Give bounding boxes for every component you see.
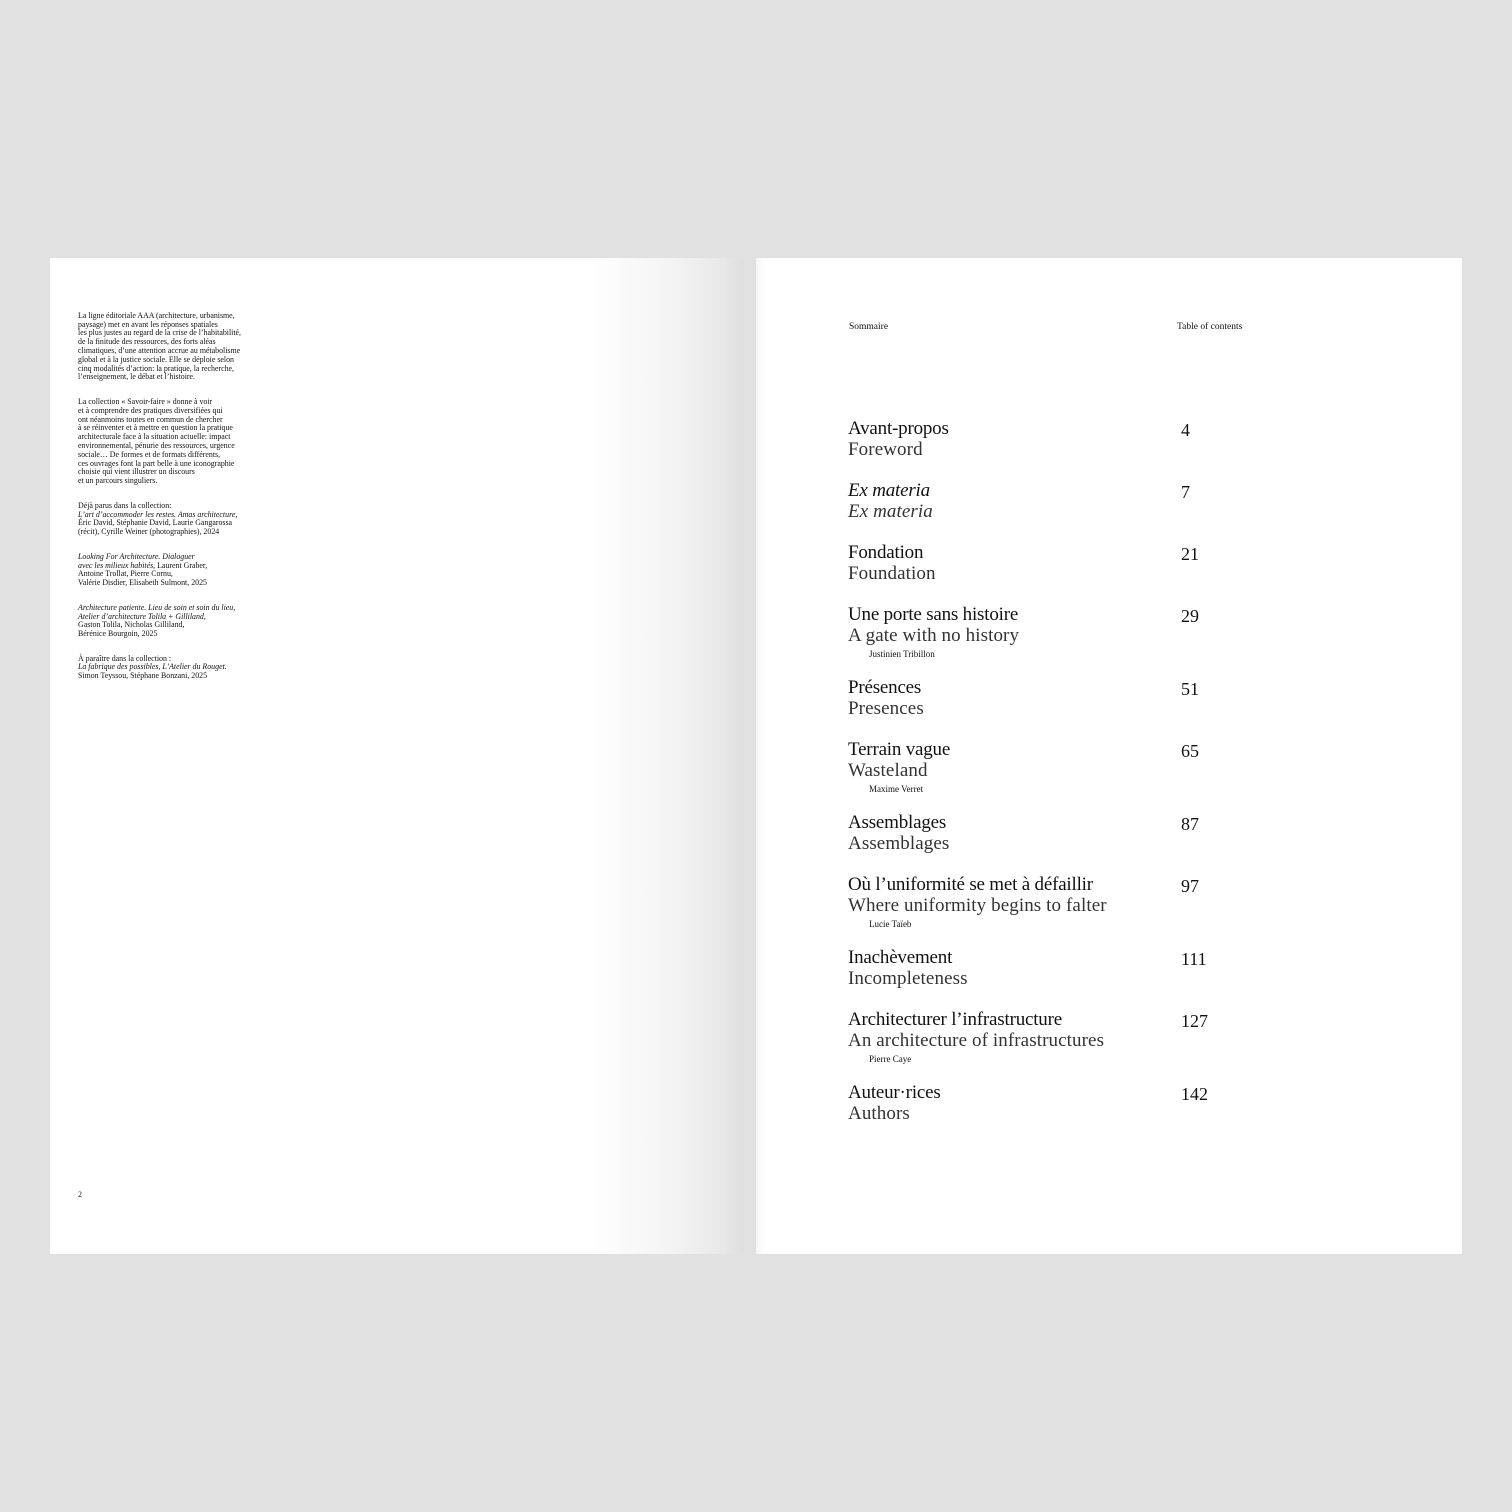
toc-title-fr: Assemblages	[848, 812, 947, 833]
toc-title-fr: Une porte sans histoire	[848, 604, 1019, 625]
toc-page-number: 29	[1181, 606, 1199, 626]
published-block	[78, 502, 288, 537]
toc-entry[interactable]	[848, 812, 1368, 854]
forthcoming-block	[78, 655, 288, 681]
toc-title-fr: Terrain vague	[848, 739, 951, 760]
toc-page-number: 51	[1181, 679, 1199, 699]
book-credits: Simon Teyssou, Stéphane Bonzani, 2025	[78, 671, 208, 681]
toc-title-en: Incompleteness	[848, 968, 968, 989]
toc-page-number: 127	[1181, 1011, 1208, 1031]
left-page	[50, 258, 744, 1254]
toc-page-number: 97	[1181, 876, 1199, 896]
toc-page-number: 111	[1181, 949, 1207, 969]
toc-entry[interactable]	[848, 947, 1368, 989]
toc-title-en: Presences	[848, 698, 924, 719]
toc-title-fr: Fondation	[848, 542, 924, 563]
toc-author: Maxime Verret	[869, 784, 924, 794]
toc-author: Justinien Tribillon	[869, 649, 935, 659]
toc-page-number: 87	[1181, 814, 1199, 834]
book-title: L’art d’accommoder les restes. Amas architecture,	[78, 509, 238, 519]
toc-title-en: Ex materia	[848, 501, 933, 522]
toc-title-fr: Auteur·rices	[848, 1082, 941, 1103]
toc-title-fr: Présences	[848, 677, 922, 698]
published-intro: Déjà parus dans la collection:	[78, 500, 172, 510]
forthcoming-intro: À paraître dans la collection :	[78, 653, 172, 663]
colophon-paragraph: La collection « Savoir-faire » donne à voir et à comprendre des pratiques diversifiées qui ont néanmoins toutes en commun de chercher à se réinventer et à mettre en question la pratique architecturale face à la situation actuelle: impact environnemental, pénurie des ressources, urgence sociale… De formes et de formats différents, ces ouvrages font la part belle à une iconographie choisie qui vient illustrer un discours et un parcours singuliers.	[78, 396, 235, 486]
toc-title-en: Assemblages	[848, 833, 950, 854]
toc-entry[interactable]	[848, 604, 1368, 660]
toc-entry[interactable]	[848, 1082, 1368, 1124]
toc-entry[interactable]	[848, 874, 1368, 930]
toc-author: Lucie Taïeb	[869, 919, 912, 929]
right-page	[756, 258, 1462, 1254]
toc-entry[interactable]	[848, 542, 1368, 584]
toc-header-en: Table of contents	[1177, 322, 1243, 332]
toc-title-en: Foundation	[848, 563, 936, 584]
toc-title-en: An architecture of infrastructures	[848, 1030, 1105, 1051]
book-title: Looking For Architecture. Dialoguer avec les milieux habités,	[78, 551, 195, 570]
published-block	[78, 604, 288, 639]
toc-page-number: 142	[1181, 1084, 1208, 1104]
toc-page-number: 21	[1181, 544, 1199, 564]
toc-title-fr: Avant-propos	[848, 418, 949, 439]
toc-title-fr: Architecturer l’infrastructure	[848, 1009, 1062, 1030]
toc-page-number: 65	[1181, 741, 1199, 761]
toc-entry[interactable]	[848, 480, 1368, 522]
toc-page-number: 4	[1181, 420, 1190, 440]
toc-entry[interactable]	[848, 677, 1368, 719]
page-number: 2	[78, 1190, 82, 1199]
toc-title-fr: Inachèvement	[848, 947, 953, 968]
toc-entry[interactable]	[848, 418, 1368, 460]
published-block	[78, 553, 288, 588]
colophon-paragraph: La ligne éditoriale AAA (architecture, urbanisme, paysage) met en avant les réponses spatiales les plus justes au regard de la crise de l’habitabilité, de la finitude des ressources, des forts aléas climatiques, d’une attention accrue au métabolisme global et à la justice sociale. Elle se déploie selon cinq modalités d’action: la pratique, la recherche, l’enseignement, le débat et l’histoire.	[78, 310, 242, 382]
toc-entry[interactable]	[848, 739, 1368, 795]
toc-title-fr: Où l’uniformité se met à défaillir	[848, 874, 1093, 895]
toc-title-en: A gate with no history	[848, 625, 1020, 646]
toc-header-fr: Sommaire	[849, 322, 889, 332]
book-credits: Gaston Tolila, Nicholas Gilliland, Bérénice Bourgoin, 2025	[78, 620, 185, 639]
book-credits: Laurent Graber, Antoine Trollat, Pierre Cornu, Valérie Disdier, Elisabeth Sulmont, 2025	[78, 560, 208, 588]
colophon	[78, 303, 288, 697]
toc-author: Pierre Caye	[869, 1054, 912, 1064]
toc-title-en: Authors	[848, 1103, 910, 1124]
book-title: La fabrique des possibles, L’Atelier du Rouget.	[78, 662, 227, 672]
toc-title-en: Where uniformity begins to falter	[848, 895, 1107, 916]
toc-title-fr: Ex materia	[848, 480, 930, 501]
toc-title-en: Wasteland	[848, 760, 928, 781]
toc-title-en: Foreword	[848, 439, 923, 460]
book-credits: Éric David, Stéphanie David, Laurie Gangarossa (récit), Cyrille Weiner (photographies), 2024	[78, 518, 233, 537]
book-title: Architecture patiente. Lieu de soin et soin du lieu, Atelier d’architecture Tolila + Gilliland,	[78, 602, 236, 621]
toc-page-number: 7	[1181, 482, 1190, 502]
toc-entry[interactable]	[848, 1009, 1368, 1065]
table-of-contents	[848, 418, 1368, 1144]
